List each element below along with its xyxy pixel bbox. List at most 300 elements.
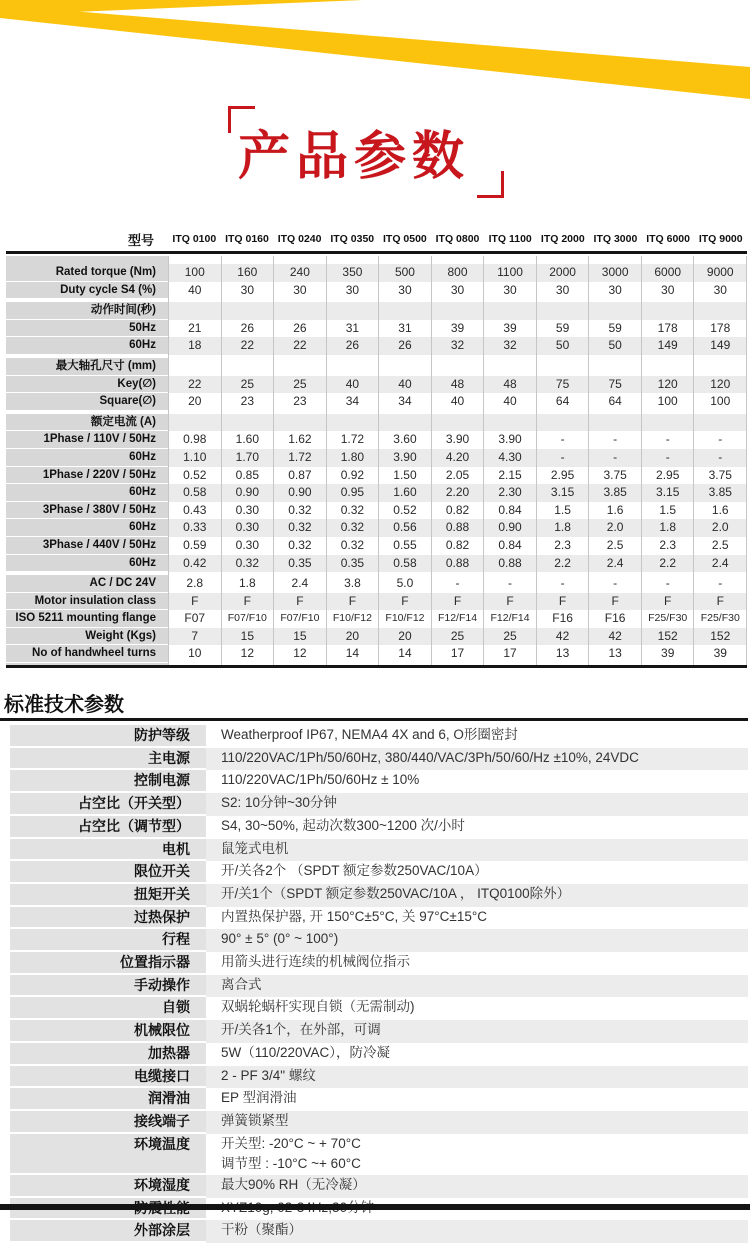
spec-row-label: 1Phase / 220V / 50Hz [6,467,168,485]
spec-cell [483,414,536,432]
spec-cell [273,302,326,320]
spec-cell: 40 [168,282,221,300]
spec-cell: 39 [483,320,536,338]
tech-spec-value [206,929,748,952]
spec-cell [536,414,589,432]
spec-cell [641,414,694,432]
spec-cell: 3.60 [378,431,431,449]
spec-cell: 20 [168,393,221,411]
tech-spec-value-line: S2: 10分钟~30分钟 [221,795,337,811]
spec-row-label: 最大轴孔尺寸 (mm) [6,358,168,376]
spec-cell: 9000 [693,264,747,282]
spec-cell: 1.10 [168,449,221,467]
spec-cell: 0.82 [431,537,484,555]
spec-row-label: Motor insulation class [6,593,168,611]
spec-cell: 0.35 [326,555,379,573]
spec-cell: 48 [431,376,484,394]
spec-cell: 2.5 [693,537,747,555]
spec-cell: F12/F14 [431,610,484,628]
spec-cell: 30 [221,282,274,300]
spec-cell-pad [641,256,694,264]
tech-specs-table [10,725,748,1243]
spec-cell: 75 [588,376,641,394]
spec-cell: 2.2 [536,555,589,573]
spec-cell: - [641,431,694,449]
spec-cell: 30 [641,282,694,300]
spec-cell: 39 [431,320,484,338]
spec-table-row [6,393,747,411]
tech-spec-row [10,1043,748,1066]
spec-cell: 30 [693,282,747,300]
spec-cell: 0.30 [221,502,274,520]
spec-table-top-rule [6,251,747,254]
spec-cell: 3.8 [326,575,379,593]
spec-cell: 21 [168,320,221,338]
spec-cell: 1.62 [273,431,326,449]
spec-cell: 1.8 [641,519,694,537]
spec-cell: 39 [641,645,694,663]
tech-spec-label: 加热器 [10,1043,206,1066]
spec-cell: 0.88 [483,555,536,573]
tech-spec-label: 控制电源 [10,770,206,793]
spec-cell: 100 [693,393,747,411]
tech-spec-row [10,997,748,1020]
spec-cell [273,358,326,376]
spec-table-row [6,337,747,355]
spec-cell: 2.15 [483,467,536,485]
spec-table-pad-row [6,256,747,264]
spec-cell: 149 [693,337,747,355]
spec-cell: 64 [536,393,589,411]
spec-cell: 14 [378,645,431,663]
spec-cell [483,302,536,320]
spec-cell-pad [378,256,431,264]
spec-cell [168,358,221,376]
spec-cell: 7 [168,628,221,646]
spec-table-row [6,376,747,394]
spec-cell: 0.58 [378,555,431,573]
title-bracket-bottom-right-icon [477,171,504,198]
tech-spec-value [206,793,748,816]
spec-cell: 1.5 [641,502,694,520]
model-header-cell: ITQ 1100 [488,233,532,245]
spec-cell [378,358,431,376]
spec-table-row [6,502,747,520]
spec-cell-pad [273,256,326,264]
tech-spec-value [206,1066,748,1089]
spec-row-label: 60Hz [6,519,168,537]
spec-cell: 0.88 [431,519,484,537]
spec-cell: 64 [588,393,641,411]
spec-cell: 31 [326,320,379,338]
spec-table-row [6,628,747,646]
spec-cell: 3.15 [536,484,589,502]
spec-cell [378,414,431,432]
tech-spec-label: 电缆接口 [10,1066,206,1089]
tech-spec-value-line: 弹簧锁紧型 [221,1112,289,1128]
spec-cell: 120 [641,376,694,394]
spec-cell: F [326,593,379,611]
tech-spec-label: 环境湿度 [10,1175,206,1198]
spec-cell: 152 [641,628,694,646]
tech-spec-value-line: 开关型: -20°C ~ + 70°C [221,1135,361,1151]
spec-table-body [6,256,747,668]
tech-spec-value [206,1020,748,1043]
tech-spec-value-line: 干粉（聚酯） [221,1222,302,1238]
spec-cell: 32 [431,337,484,355]
spec-cell: 50 [536,337,589,355]
spec-cell: - [693,575,747,593]
spec-cell [693,414,747,432]
spec-cell [326,358,379,376]
spec-cell: 0.30 [221,537,274,555]
spec-cell: F10/F12 [378,610,431,628]
spec-cell: 0.32 [273,537,326,555]
spec-cell-pad [483,256,536,264]
spec-row-label: 50Hz [6,320,168,338]
spec-cell: F16 [588,610,641,628]
spec-cell: - [588,449,641,467]
spec-cell: F16 [536,610,589,628]
spec-cell: 1.72 [273,449,326,467]
model-header-cell: ITQ 2000 [540,233,585,245]
spec-cell: 15 [273,628,326,646]
spec-cell [588,358,641,376]
spec-cell: 30 [483,282,536,300]
spec-cell: 22 [273,337,326,355]
spec-table-row [6,414,747,432]
spec-cell [326,414,379,432]
tech-spec-value [206,884,748,907]
tech-spec-row [10,975,748,998]
spec-cell: 0.42 [168,555,221,573]
tech-spec-value-line: 调节型 : -10°C ~+ 60°C [221,1156,361,1172]
spec-cell: 0.90 [483,519,536,537]
model-header-label: 型号 [127,232,154,248]
spec-cell: 25 [431,628,484,646]
tech-spec-value-line: S4, 30~50%, 起动次数300~1200 次/小时 [221,817,465,833]
tech-spec-label: 外部涂层 [10,1220,206,1243]
spec-cell: 30 [536,282,589,300]
spec-cell: F [588,593,641,611]
spec-cell [536,302,589,320]
spec-cell: 2.2 [641,555,694,573]
spec-cell: 34 [326,393,379,411]
spec-cell: 6000 [641,264,694,282]
tech-spec-label: 占空比（开关型） [10,793,206,816]
spec-cell: 3.15 [641,484,694,502]
spec-cell: - [536,575,589,593]
tech-spec-value [206,839,748,862]
spec-cell: 2.5 [588,537,641,555]
spec-cell: 0.58 [168,484,221,502]
spec-cell: F [168,593,221,611]
spec-cell-pad [536,256,589,264]
spec-row-label: 3Phase / 440V / 50Hz [6,537,168,555]
spec-cell: 5.0 [378,575,431,593]
spec-cell: 2.3 [536,537,589,555]
spec-cell [168,414,221,432]
spec-cell-pad [168,256,221,264]
spec-cell: 0.32 [221,555,274,573]
model-header-cell: ITQ 9000 [698,233,743,245]
spec-cell: 34 [378,393,431,411]
spec-cell: 22 [221,337,274,355]
spec-cell: - [536,449,589,467]
tech-spec-value-line: 开/关各2个 （SPDT 额定参数250VAC/10A） [221,863,488,879]
spec-cell: F [273,593,326,611]
spec-row-label: No of handwheel turns [6,645,168,663]
spec-cell: 30 [326,282,379,300]
spec-table-row [6,519,747,537]
tech-spec-label: 机械限位 [10,1020,206,1043]
model-header-cell: ITQ 3000 [593,233,638,245]
page-title: 产品参数 [238,128,471,186]
spec-cell: 26 [326,337,379,355]
tech-spec-value [206,1134,748,1175]
spec-row-label: 60Hz [6,555,168,573]
spec-cell: 0.87 [273,467,326,485]
tech-spec-value-line: 90° ± 5° (0° ~ 100°) [221,931,339,947]
spec-cell: 1.6 [693,502,747,520]
spec-cell: 25 [221,376,274,394]
tech-spec-label: 接线端子 [10,1111,206,1134]
spec-table-row [6,449,747,467]
spec-cell: 30 [431,282,484,300]
spec-cell: F [221,593,274,611]
spec-cell: 2.05 [431,467,484,485]
spec-cell [588,414,641,432]
spec-cell-pad [588,256,641,264]
spec-cell: 0.59 [168,537,221,555]
spec-cell: 0.85 [221,467,274,485]
spec-cell [221,358,274,376]
spec-cell: 0.52 [378,502,431,520]
tech-spec-label: 润滑油 [10,1088,206,1111]
spec-cell: F12/F14 [483,610,536,628]
spec-table-row [6,320,747,338]
spec-table-row [6,484,747,502]
spec-cell [641,302,694,320]
spec-cell [536,358,589,376]
title-block [228,102,504,198]
model-header-cell: ITQ 0500 [382,233,427,245]
spec-cell: 40 [431,393,484,411]
spec-cell: 2.95 [536,467,589,485]
spec-cell: 0.95 [326,484,379,502]
spec-cell: 0.82 [431,502,484,520]
spec-table-row [6,593,747,611]
spec-cell: 3.75 [693,467,747,485]
tech-spec-value [206,975,748,998]
spec-cell: 0.30 [221,519,274,537]
spec-cell: 0.90 [221,484,274,502]
spec-cell-pad [431,256,484,264]
model-header-cell: ITQ 0800 [435,233,480,245]
tech-spec-row [10,884,748,907]
spec-cell: - [536,431,589,449]
spec-table-bottom-rule [6,665,747,668]
spec-cell: 0.52 [168,467,221,485]
tech-spec-row [10,770,748,793]
spec-cell: 12 [221,645,274,663]
tech-spec-value-line: 用箭头进行连续的机械阀位指示 [221,954,410,970]
spec-cell: 15 [221,628,274,646]
spec-cell: 26 [378,337,431,355]
tech-spec-row [10,1220,748,1243]
spec-cell: 0.88 [431,555,484,573]
spec-cell [693,302,747,320]
spec-cell: 32 [483,337,536,355]
tech-spec-row [10,1066,748,1089]
spec-cell: 1.8 [536,519,589,537]
spec-cell: 26 [221,320,274,338]
spec-cell: 0.90 [273,484,326,502]
spec-table-row [6,358,747,376]
spec-cell: 2.0 [588,519,641,537]
tech-spec-row [10,816,748,839]
spec-cell [273,414,326,432]
spec-table-row [6,467,747,485]
spec-cell: 100 [168,264,221,282]
spec-cell: 120 [693,376,747,394]
spec-table-row [6,431,747,449]
spec-cell: - [693,449,747,467]
spec-row-label: Weight (Kgs) [6,628,168,646]
tech-spec-value [206,952,748,975]
spec-cell: 1.60 [221,431,274,449]
spec-table-row [6,610,747,628]
spec-cell: 3.85 [693,484,747,502]
spec-table-row [6,537,747,555]
spec-cell: 3.90 [378,449,431,467]
spec-cell: F25/F30 [693,610,747,628]
spec-cell: - [431,575,484,593]
spec-table-header [6,228,747,250]
spec-cell: 1.50 [378,467,431,485]
spec-cell: - [588,575,641,593]
banner-stripe-main [0,5,750,99]
spec-cell: 100 [641,393,694,411]
spec-cell: 2.30 [483,484,536,502]
spec-cell [326,302,379,320]
tech-spec-value [206,1088,748,1111]
spec-cell: F [378,593,431,611]
spec-cell: 3.75 [588,467,641,485]
spec-cell: 2.20 [431,484,484,502]
tech-spec-row [10,748,748,771]
spec-cell: 10 [168,645,221,663]
tech-spec-label: 占空比（调节型） [10,816,206,839]
spec-cell: 2.4 [693,555,747,573]
spec-cell: 0.92 [326,467,379,485]
spec-cell [641,358,694,376]
tech-spec-value [206,907,748,930]
spec-cell: F10/F12 [326,610,379,628]
spec-cell: 0.32 [326,519,379,537]
spec-cell: F07/F10 [273,610,326,628]
spec-row-label: Square(∅) [6,393,168,411]
tech-spec-row [10,1111,748,1134]
tech-spec-value-line: 最大90% RH（无冷凝） [221,1177,366,1193]
tech-spec-label: 手动操作 [10,975,206,998]
tech-spec-value-line: 内置热保护器, 开 150°C±5°C, 关 97°C±15°C [221,908,487,924]
tech-spec-label: 限位开关 [10,861,206,884]
spec-cell: 160 [221,264,274,282]
tech-spec-value [206,816,748,839]
spec-cell: 0.98 [168,431,221,449]
spec-cell: 1.70 [221,449,274,467]
tech-spec-value-line: 110/220VAC/1Ph/50/60Hz ± 10% [221,772,420,788]
spec-cell: 0.32 [273,502,326,520]
spec-cell: 42 [536,628,589,646]
tech-spec-value [206,1220,748,1243]
spec-cell: - [483,575,536,593]
tech-spec-value-line: 鼠笼式电机 [221,840,289,856]
spec-row-label: 动作时间(秒) [6,302,168,320]
spec-cell: 2.3 [641,537,694,555]
tech-spec-value-line: 5W（110/220VAC），防冷凝 [221,1044,391,1060]
spec-cell: 25 [483,628,536,646]
spec-row-label: 60Hz [6,337,168,355]
spec-cell: 1.80 [326,449,379,467]
tech-spec-label: 电机 [10,839,206,862]
spec-cell: 1100 [483,264,536,282]
spec-cell: 48 [483,376,536,394]
tech-spec-value-line: 2 - PF 3/4" 螺纹 [221,1067,316,1083]
spec-cell: 42 [588,628,641,646]
tech-spec-label: 环境温度 [10,1134,206,1175]
spec-cell: 0.84 [483,502,536,520]
spec-cell: - [641,575,694,593]
tech-spec-label: 扭矩开关 [10,884,206,907]
spec-cell: 1.60 [378,484,431,502]
spec-cell: F07 [168,610,221,628]
spec-cell [221,302,274,320]
spec-cell: 20 [326,628,379,646]
spec-cell: 13 [536,645,589,663]
tech-spec-value [206,770,748,793]
spec-row-label: Key(∅) [6,376,168,394]
tech-spec-row [10,1134,748,1175]
spec-cell: 17 [483,645,536,663]
spec-row-label: Duty cycle S4 (%) [6,282,168,300]
tech-spec-row [10,1175,748,1198]
spec-table-row [6,264,747,282]
spec-cell: 40 [483,393,536,411]
spec-row-label: 60Hz [6,449,168,467]
spec-cell: 2.95 [641,467,694,485]
spec-cell: F [483,593,536,611]
spec-cell: F [641,593,694,611]
tech-spec-value-line: Weatherproof IP67, NEMA4 4X and 6, O形圈密封 [221,727,518,742]
spec-table-row [6,302,747,320]
spec-cell: 13 [588,645,641,663]
spec-cell-pad [693,256,747,264]
spec-row-label: 额定电流 (A) [6,414,168,432]
spec-row-label: 60Hz [6,484,168,502]
spec-cell [431,414,484,432]
spec-cell: 500 [378,264,431,282]
spec-table-row [6,282,747,300]
spec-cell: 4.20 [431,449,484,467]
spec-cell [431,302,484,320]
spec-cell [483,358,536,376]
spec-cell: 23 [221,393,274,411]
tech-spec-row [10,907,748,930]
spec-cell: 178 [693,320,747,338]
model-header-cell: ITQ 0100 [172,233,217,245]
